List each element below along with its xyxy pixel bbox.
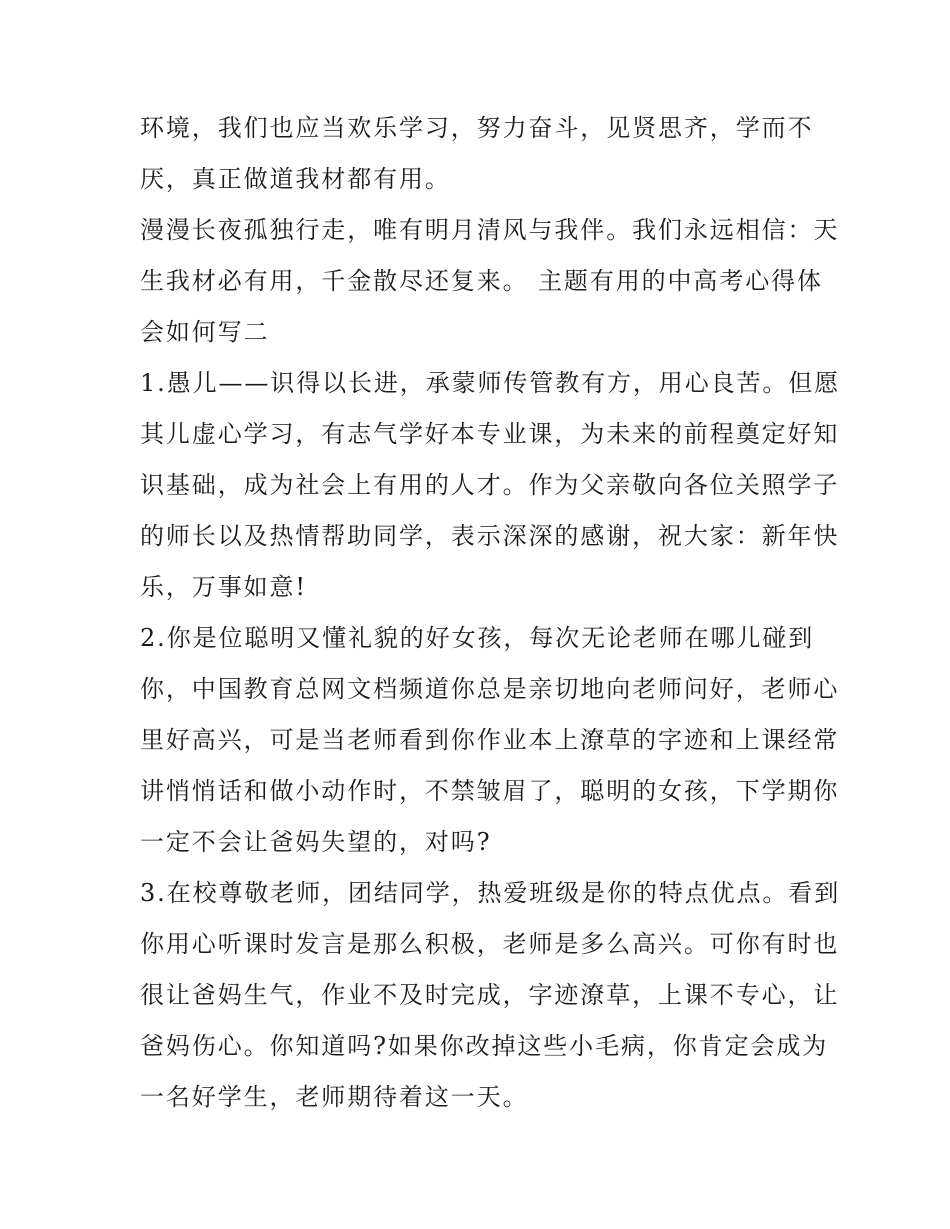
text-line: 你，中国教育总网文档频道你总是亲切地向老师问好，老师心 (140, 675, 840, 703)
text-line: 2.你是位聪明又懂礼貌的好女孩，每次无论老师在哪儿碰到 (140, 624, 815, 652)
text-line: 其儿虚心学习，有志气学好本专业课，为未来的前程奠定好知 (140, 420, 840, 448)
text-line: 厌，真正做道我材都有用。 (140, 165, 451, 193)
text-line: 1.愚儿——识得以长进，承蒙师传管教有方，用心良苦。但愿 (140, 369, 841, 397)
text-line: 漫漫长夜孤独行走，唯有明月清风与我伴。我们永远相信：天 (140, 216, 840, 244)
text-line: 一定不会让爸妈失望的，对吗? (140, 828, 492, 856)
text-line: 里好高兴，可是当老师看到你作业本上潦草的字迹和上课经常 (140, 726, 840, 754)
text-line: 爸妈伤心。你知道吗?如果你改掉这些小毛病，你肯定会成为 (140, 1032, 829, 1060)
text-line: 生我材必有用，千金散尽还复来。 主题有用的中高考心得体 (140, 267, 823, 295)
text-line: 的师长以及热情帮助同学，表示深深的感谢，祝大家：新年快 (140, 522, 840, 550)
text-line: 识基础，成为社会上有用的人才。作为父亲敬向各位关照学子 (140, 471, 840, 499)
document-body (140, 103, 841, 1123)
text-line: 讲悄悄话和做小动作时，不禁皱眉了，聪明的女孩，下学期你 (140, 777, 840, 805)
text-line: 很让爸妈生气，作业不及时完成，字迹潦草，上课不专心，让 (140, 981, 840, 1009)
text-line: 3.在校尊敬老师，团结同学，热爱班级是你的特点优点。看到 (140, 879, 841, 907)
text-line: 会如何写二 (140, 318, 270, 346)
text-line: 环境，我们也应当欢乐学习，努力奋斗，见贤思齐，学而不 (140, 114, 814, 142)
text-line: 你用心听课时发言是那么积极，老师是多么高兴。可你有时也 (140, 930, 840, 958)
text-line: 乐，万事如意! (140, 573, 307, 601)
text-line: 一名好学生，老师期待着这一天。 (140, 1083, 529, 1111)
